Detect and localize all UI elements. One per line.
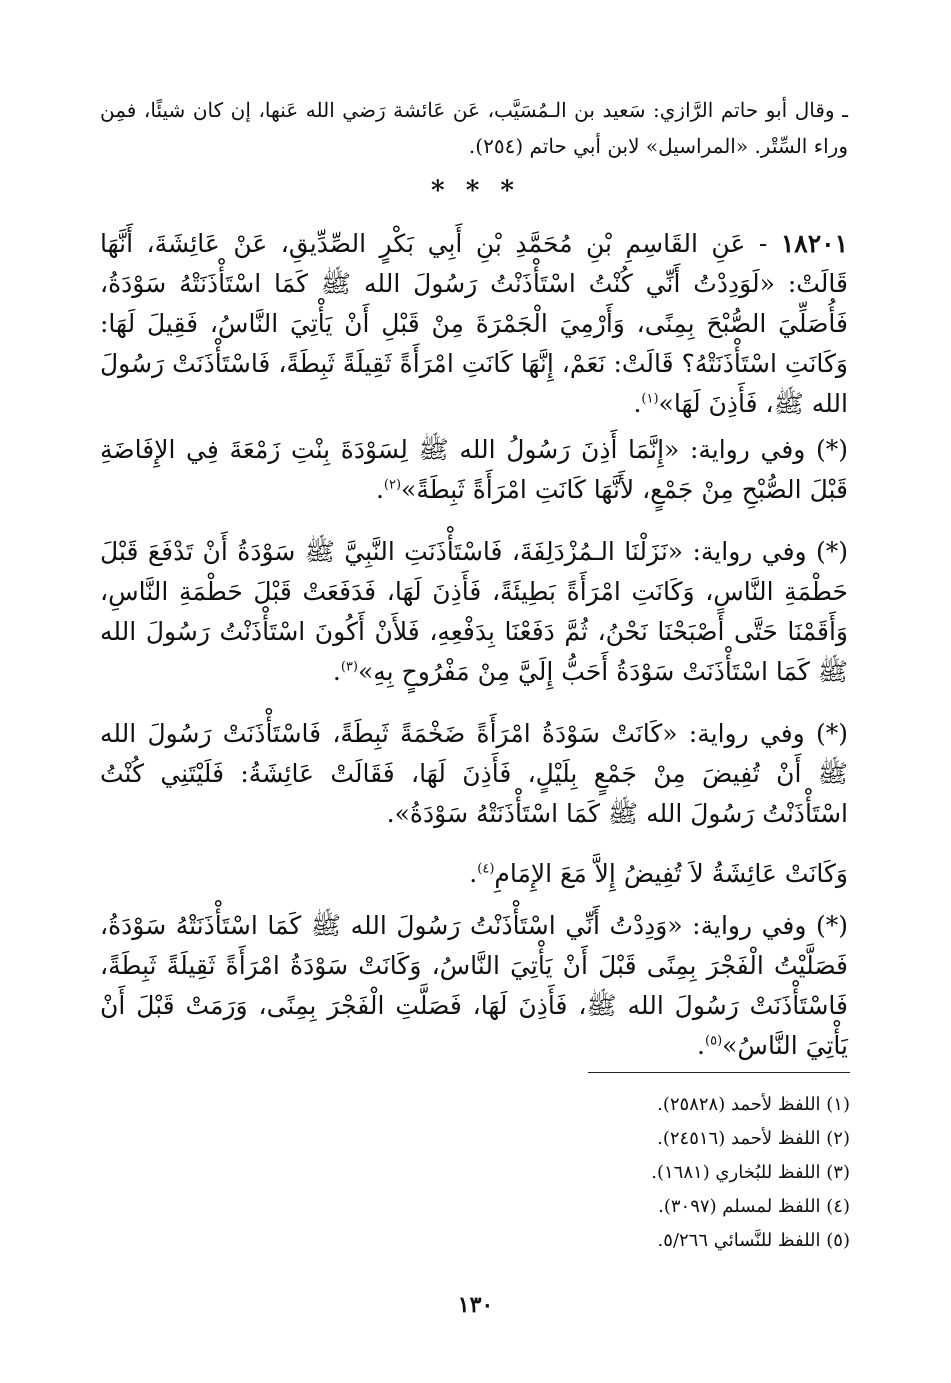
footnotes-list: [100, 1088, 850, 1258]
intro-text: ـ وقال أبو حاتم الرَّازي: سَعيد بن الـمُسَيَّب، عَن عَائشة رَضي الله عَنها، إن كان شيئًا، فمِن وراء السِّتْر. «المراسيل» لابن أبي حاتم (٢٥٤).: [100, 98, 848, 158]
riwaya-text: (*) وفي رواية: «إِنَّمَا أَذِنَ رَسُولُ الله ﷺ لِسَوْدَةَ بِنْتِ زَمْعَةَ فِي الإِفَاضَةِ قَبْلَ الصُّبْحِ مِنْ جَمْعٍ، لأَنَّهَا كَانَتِ امْرَأَةً ثَبِطَةً»: [100, 435, 848, 504]
footnote-ref-3[interactable]: (٣): [340, 659, 358, 675]
footnote-2: (٢) اللفظ لأحمد (٢٤٥١٦).: [657, 1128, 850, 1149]
footnote-ref-4[interactable]: (٤): [477, 861, 495, 877]
hadith-end: .: [633, 389, 642, 418]
footnote-1: (١) اللفظ لأحمد (٢٥٨٢٨).: [657, 1094, 850, 1115]
page-number: ١٣٠: [457, 1292, 494, 1318]
footnote-divider: [588, 1072, 850, 1073]
riwaya-paragraph-2: [100, 532, 848, 692]
hadith-paragraph: [100, 224, 848, 424]
riwaya-end: .: [469, 859, 478, 888]
footnote-4: (٤) اللفظ لمسلم (٣٠٩٧).: [658, 1196, 850, 1217]
section-separator: * * *: [431, 176, 520, 206]
riwaya-paragraph-5: [100, 906, 848, 1066]
riwaya-end: .: [697, 1031, 705, 1060]
riwaya-text: (*) وفي رواية: «وَدِدْتُ أَنِّي اسْتَأْذَنْتُ رَسُولَ الله ﷺ كَمَا اسْتَأْذَنَتْهُ سَوْدَةُ، فَصَلَّيْتُ الْفَجْرَ بِمِنًى قَبْلَ أَنْ يَأْتِيَ النَّاسُ، وَكَانَتْ سَوْدَةُ امْرَأَةً ثَقِيلَةً ثَبِطَةً، فَاسْتَأْذَنَتْ رَسُولَ الله ﷺ، فَأَذِنَ لَهَا، فَصَلَّتِ الْفَجْرَ بِمِنًى، وَرَمَتْ قَبْلَ أَنْ يَأْتِيَ النَّاسُ»: [100, 911, 848, 1060]
footnote-ref-1[interactable]: (١): [641, 391, 659, 407]
hadith-number: ١٨٢٠١: [780, 229, 848, 258]
riwaya-text: وَكَانَتْ عَائِشَةُ لاَ تُفِيضُ إِلاَّ مَعَ الإِمَامِ: [494, 859, 848, 888]
riwaya-paragraph-1: [100, 430, 848, 510]
footnote-5: (٥) اللفظ للنَّسائي ٥/٢٦٦.: [657, 1230, 850, 1251]
riwaya-end: .: [375, 475, 384, 504]
hadith-text: عَنِ القَاسِمِ بْنِ مُحَمَّدِ بْنِ أَبِي بَكْرٍ الصِّدِّيقِ، عَنْ عَائِشَةَ، أَنَّهَا قَالَتْ: «لَوَدِدْتُ أَنِّي كُنْتُ اسْتَأْذَنْتُ رَسُولَ الله ﷺ كَمَا اسْتَأْذَنَتْهُ سَوْدَةُ، فَأُصَلِّيَ الصُّبْحَ بِمِنًى، وَأَرْمِيَ الْجَمْرَةَ مِنْ قَبْلِ أَنْ يَأْتِيَ النَّاسُ، فَقِيلَ لَهَا: وَكَانَتِ اسْتَأْذَنَتْهُ؟ قَالَتْ: نَعَمْ، إِنَّهَا كَانَتِ امْرَأَةً ثَقِيلَةً ثَبِطَةً، فَاسْتَأْذَنَتْ رَسُولَ الله ﷺ، فَأَذِنَ لَهَا»: [100, 229, 848, 418]
riwaya-end: .: [332, 657, 341, 686]
riwaya-text: (*) وفي رواية: «كَانَتْ سَوْدَةُ امْرَأَةً ضَخْمَةً ثَبِطَةً، فَاسْتَأْذَنَتْ رَسُولَ الله ﷺ أَنْ تُفِيضَ مِنْ جَمْعٍ بِلَيْلٍ، فَأَذِنَ لَهَا، فَقَالَتْ عَائِشَةُ: فَلَيْتَنِي كُنْتُ اسْتَأْذَنْتُ رَسُولَ الله ﷺ كَمَا اسْتَأْذَنَتْهُ سَوْدَةُ»: [100, 719, 848, 828]
riwaya-paragraph-3: [100, 714, 848, 834]
hadith-dash: -: [745, 229, 781, 258]
footnote-3: (٣) اللفظ للبُخاري (١٦٨١).: [651, 1162, 850, 1183]
footnote-ref-5[interactable]: (٥): [705, 1033, 723, 1049]
footnote-ref-2[interactable]: (٢): [383, 477, 402, 493]
riwaya-text: (*) وفي رواية: «نَزَلْنَا الـمُزْدَلِفَةَ، فَاسْتَأْذَنَتِ النَّبِيَّ ﷺ سَوْدَةُ أَنْ تَدْفَعَ قَبْلَ حَطْمَةِ النَّاسِ، وَكَانَتِ امْرَأَةً بَطِيئَةً، فَأَذِنَ لَهَا، فَدَفَعَتْ قَبْلَ حَطْمَةِ النَّاسِ، وَأَقَمْنَا حَتَّى أَصْبَحْنَا نَحْنُ، ثُمَّ دَفَعْنَا بِدَفْعِهِ، فَلأَنْ أَكُونَ اسْتَأْذَنْتُ رَسُولَ الله ﷺ كَمَا اسْتَأْذَنَتْ سَوْدَةُ أَحَبُّ إِلَيَّ مِنْ مَفْرُوحٍ بِهِ»: [100, 537, 848, 686]
riwaya-end: .: [386, 799, 395, 828]
intro-paragraph: [100, 92, 848, 164]
riwaya-paragraph-4: [100, 854, 848, 894]
